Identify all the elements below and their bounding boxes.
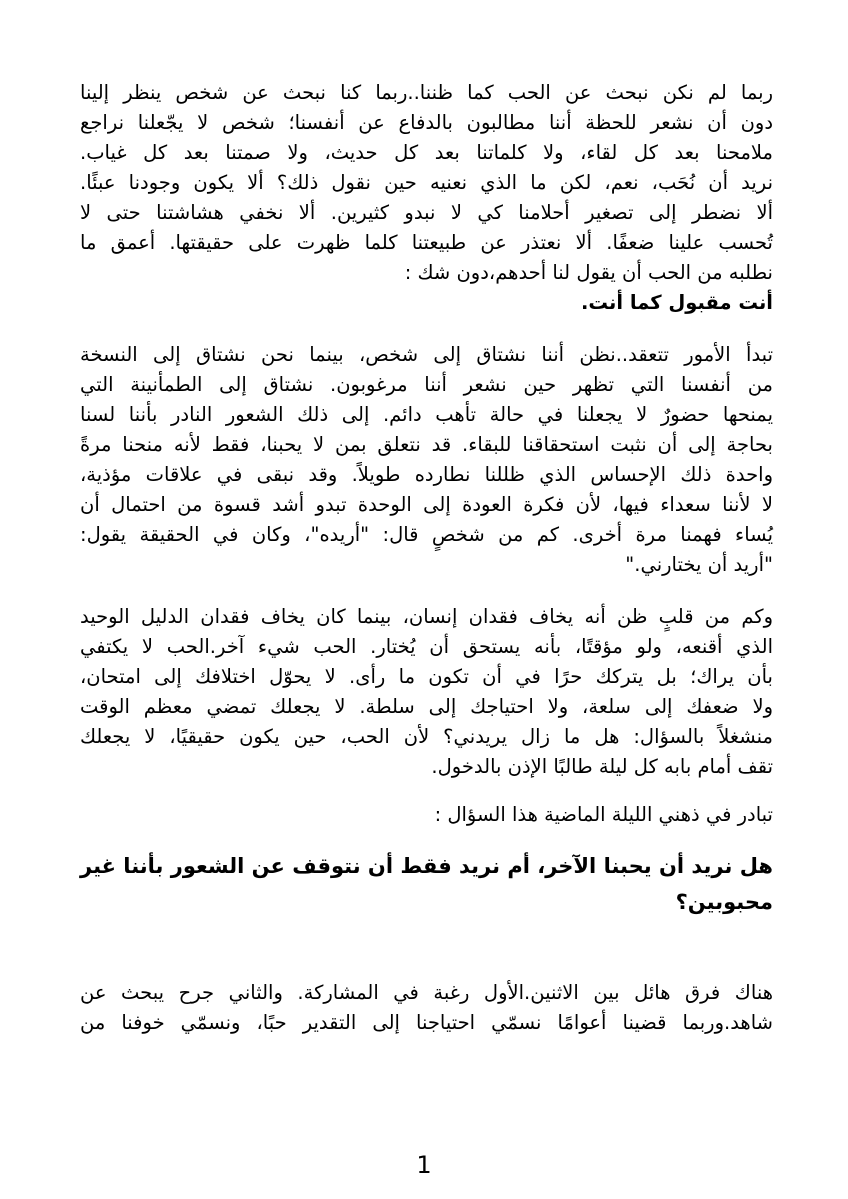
text-line: نريد أن نُحَب، نعم، لكن ما الذي نعنيه حين نقول ذلك؟ ألا يكون وجودنا عبئًا. xyxy=(80,171,773,194)
paragraph-spacer xyxy=(80,580,773,602)
paragraph-1 xyxy=(80,78,773,318)
text-line: واحدة ذلك الإحساس الذي ظللنا نطارده طويلاً. وقد نبقى في علاقات مؤذية، xyxy=(80,463,773,486)
text-line: نطلبه من الحب أن يقول لنا أحدهم،دون شك : xyxy=(404,261,773,284)
text-line: تقف أمام بابه كل ليلة طالبًا الإذن بالدخول. xyxy=(431,755,773,778)
paragraph-6 xyxy=(80,978,773,1038)
paragraph-spacer xyxy=(80,782,773,800)
text-line: بأن يراك؛ بل يتركك حرًا في أن تكون ما رأى. لا يحوّل اختلافك إلى امتحان، xyxy=(80,665,773,688)
text-line: دون أن نشعر للحظة أننا مطالبون بالدفاع عن أنفسنا؛ شخص لا يجّعلنا نراجع xyxy=(80,111,773,134)
text-line: من أنفسنا التي تظهر حين نشعر أننا مرغوبون. نشتاق إلى الطمأنينة التي xyxy=(80,373,773,396)
question-block xyxy=(80,848,773,920)
text-line: بحاجة إلى أن نثبت استحقاقنا للبقاء. قد نتعلق بمن لا يحبنا، فقط لأنه منحنا مرةً xyxy=(80,433,773,456)
text-line: تبادر في ذهني الليلة الماضية هذا السؤال : xyxy=(434,803,773,826)
text-line: ربما لم نكن نبحث عن الحب كما ظننا..ربما كنا نبحث عن شخص ينظر إلينا xyxy=(80,81,773,104)
text-line: يُساء فهمنا مرة أخرى. كم من شخصٍ قال: "أريده"، وكان في الحقيقة يقول: xyxy=(80,523,773,546)
page-number: 1 xyxy=(416,1151,432,1179)
text-line: تُحسب علينا ضعفًا. ألا نعتذر عن طبيعتنا كلما ظهرت على حقيقتها. أعمق ما xyxy=(80,231,773,254)
text-line: "أريد أن يختارني." xyxy=(625,553,773,576)
text-line: وكم من قلبٍ ظن أنه يخاف فقدان إنسان، بينما كان يخاف فقدان الدليل الوحيد xyxy=(80,605,773,628)
text-line: لا لأننا سعداء فيها، لأن فكرة العودة إلى الوحدة تبدو أشد قسوة من احتمال أن xyxy=(80,493,773,516)
document-page xyxy=(80,78,773,1038)
text-line: ألا نضطر إلى تصغير أحلامنا كي لا نبدو كثيرين. ألا نخفي هشاشتنا حتى لا xyxy=(80,201,773,224)
paragraph-spacer xyxy=(80,920,773,978)
question-line: محبوبين؟ xyxy=(675,890,773,914)
paragraph-4 xyxy=(80,800,773,830)
text-line: ولا ضعفك إلى سلعة، ولا احتياجك إلى سلطة. لا يجعلك تمضي معظم الوقت xyxy=(80,695,773,718)
text-line: يمنحها حضورٌ لا يجعلنا في حالة تأهب دائم. إلى ذلك الشعور النادر بأننا لسنا xyxy=(80,403,773,426)
paragraph-2 xyxy=(80,340,773,580)
question-line: هل نريد أن يحبنا الآخر، أم نريد فقط أن نتوقف عن الشعور بأننا غير xyxy=(80,854,773,878)
text-line: الذي أقنعه، ولو مؤقتًا، بأنه يستحق أن يُختار. الحب شيء آخر.الحب لا يكتفي xyxy=(80,635,773,658)
text-line: شاهد.وربما قضينا أعوامًا نسمّي احتياجنا إلى التقدير حبًا، ونسمّي خوفنا من xyxy=(80,1011,773,1034)
paragraph-spacer xyxy=(80,830,773,848)
paragraph-3 xyxy=(80,602,773,782)
text-line: منشغلاً بالسؤال: هل ما زال يريدني؟ لأن الحب، حين يكون حقيقيًا، لا يجعلك xyxy=(80,725,773,748)
text-line: هناك فرق هائل بين الاثنين.الأول رغبة في المشاركة. والثاني جرح يبحث عن xyxy=(80,981,773,1004)
text-line: ملامحنا بعد كل لقاء، ولا كلماتنا بعد كل حديث، ولا صمتنا بعد كل غياب. xyxy=(80,141,773,164)
text-line: تبدأ الأمور تتعقد..نظن أننا نشتاق إلى شخص، بينما نحن نشتاق إلى النسخة xyxy=(80,343,773,366)
emphasis-line: أنت مقبول كما أنت. xyxy=(580,291,773,314)
paragraph-spacer xyxy=(80,318,773,340)
